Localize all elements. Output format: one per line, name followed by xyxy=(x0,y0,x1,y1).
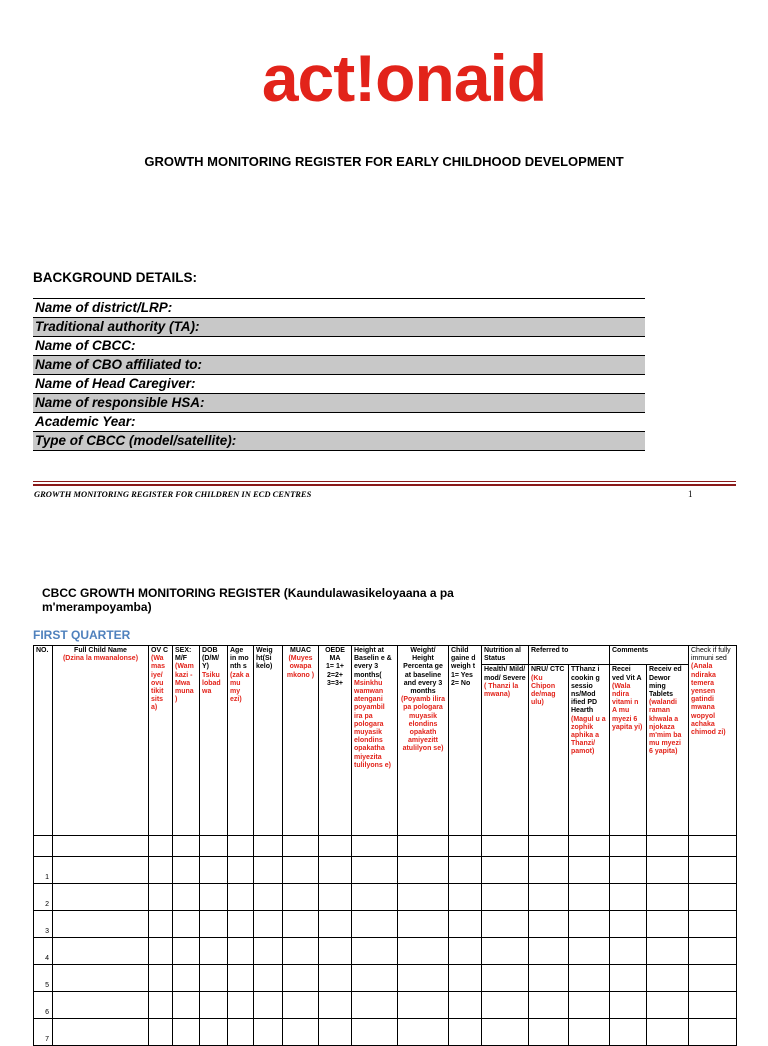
col-child-gained xyxy=(449,646,482,836)
entry-cell[interactable] xyxy=(352,884,398,911)
row-number: 5 xyxy=(34,965,53,992)
col-immun-en: Check if fully immuni sed xyxy=(691,647,731,663)
entry-cell[interactable] xyxy=(200,857,228,884)
col-referred-label: Referred to xyxy=(531,647,569,654)
entry-cell[interactable] xyxy=(319,965,352,992)
entry-cell[interactable] xyxy=(689,992,737,1019)
entry-cell[interactable] xyxy=(689,965,737,992)
page-number: 1 xyxy=(688,489,693,499)
register-title: CBCC GROWTH MONITORING REGISTER (Kaundulawasikeloyaana a pa m'merampoyamba) xyxy=(42,586,454,614)
entry-cell[interactable] xyxy=(398,992,449,1019)
entry-cell[interactable] xyxy=(173,992,200,1019)
entry-cell[interactable] xyxy=(53,965,149,992)
cell xyxy=(689,836,737,857)
entry-cell[interactable] xyxy=(482,965,529,992)
entry-cell[interactable] xyxy=(529,992,569,1019)
entry-cell[interactable] xyxy=(647,938,689,965)
col-comments xyxy=(610,646,689,665)
entry-cell[interactable] xyxy=(149,1019,173,1046)
cell xyxy=(529,836,569,857)
col-height-en: Height at Baselin e & every 3 months( xyxy=(354,647,392,679)
entry-cell[interactable] xyxy=(449,911,482,938)
entry-cell[interactable] xyxy=(647,1019,689,1046)
cell xyxy=(352,836,398,857)
cell xyxy=(398,836,449,857)
entry-cell[interactable] xyxy=(283,884,319,911)
entry-cell[interactable] xyxy=(689,938,737,965)
col-nru-ch: (Ku Chipon de/mag ulu) xyxy=(531,674,556,707)
col-oedema-en: OEDE MA xyxy=(325,647,345,663)
entry-cell[interactable] xyxy=(610,857,647,884)
entry-cell[interactable] xyxy=(449,884,482,911)
entry-cell[interactable] xyxy=(254,857,283,884)
col-nutrition-ch: ( Thanzi la mwana) xyxy=(484,682,519,699)
entry-cell[interactable] xyxy=(228,992,254,1019)
entry-cell[interactable] xyxy=(254,938,283,965)
entry-cell[interactable] xyxy=(482,1019,529,1046)
table-body xyxy=(34,857,737,1046)
col-comments-label: Comments xyxy=(612,647,649,654)
entry-cell[interactable] xyxy=(352,911,398,938)
entry-cell[interactable] xyxy=(200,884,228,911)
entry-cell[interactable] xyxy=(398,965,449,992)
entry-cell[interactable] xyxy=(319,911,352,938)
entry-cell[interactable] xyxy=(610,992,647,1019)
entry-cell[interactable] xyxy=(254,965,283,992)
entry-cell[interactable] xyxy=(449,857,482,884)
col-dob xyxy=(200,646,228,836)
background-details-list xyxy=(33,298,645,451)
col-immun-ch: (Anala ndiraka temera yensen gatindi mwana wopyol achaka chimod zi) xyxy=(691,663,726,737)
entry-cell[interactable] xyxy=(610,911,647,938)
entry-cell[interactable] xyxy=(149,965,173,992)
entry-cell[interactable] xyxy=(449,938,482,965)
col-oedema-codes: 1= 1+ 2=2+ 3=3+ xyxy=(326,663,344,687)
entry-cell[interactable] xyxy=(173,857,200,884)
entry-cell[interactable] xyxy=(610,1019,647,1046)
col-muac-en: MUAC xyxy=(290,647,311,654)
entry-cell[interactable] xyxy=(173,965,200,992)
cell xyxy=(482,836,529,857)
entry-cell[interactable] xyxy=(482,884,529,911)
entry-cell[interactable] xyxy=(398,938,449,965)
row-number: 3 xyxy=(34,911,53,938)
entry-cell[interactable] xyxy=(200,1019,228,1046)
entry-cell[interactable] xyxy=(319,884,352,911)
col-weight xyxy=(254,646,283,836)
field-academic-year: Academic Year: xyxy=(33,413,645,432)
col-gained-en: Child gaine d weigh t 1= Yes 2= No xyxy=(451,647,476,687)
cell xyxy=(34,836,53,857)
col-whp-en: Weight/ Height Percenta ge at baseline and every 3 months xyxy=(403,647,443,696)
entry-cell[interactable] xyxy=(254,992,283,1019)
col-deworm-en: Receiv ed Dewor ming Tablets xyxy=(649,666,682,699)
entry-cell[interactable] xyxy=(283,857,319,884)
row-number: 7 xyxy=(34,1019,53,1046)
entry-cell[interactable] xyxy=(610,965,647,992)
growth-register-table xyxy=(33,645,737,1046)
col-deworm-ch: (walandi raman khwala a njokaza m'mim ba mu myezi 6 yapita) xyxy=(649,699,682,756)
col-nutrition-en: Nutrition al Status xyxy=(484,647,521,663)
col-ovc-ch: (Wa mas iye/ ovu tikit sits a) xyxy=(151,655,166,712)
background-heading: BACKGROUND DETAILS: xyxy=(33,270,197,285)
row-number: 1 xyxy=(34,857,53,884)
field-hsa: Name of responsible HSA: xyxy=(33,394,645,413)
entry-cell[interactable] xyxy=(319,992,352,1019)
entry-cell[interactable] xyxy=(173,911,200,938)
cell xyxy=(647,836,689,857)
entry-cell[interactable] xyxy=(149,992,173,1019)
entry-cell[interactable] xyxy=(283,911,319,938)
document-title: GROWTH MONITORING REGISTER FOR EARLY CHILDHOOD DEVELOPMENT xyxy=(144,154,624,169)
col-name-en: Full Child Name xyxy=(74,647,127,654)
entry-cell[interactable] xyxy=(449,992,482,1019)
entry-cell[interactable] xyxy=(173,1019,200,1046)
entry-cell[interactable] xyxy=(352,857,398,884)
field-cbcc-name: Name of CBCC: xyxy=(33,337,645,356)
col-age xyxy=(228,646,254,836)
col-tt-ch: (Magul u a zophik aphika a Thanzi/ pamot) xyxy=(571,715,606,756)
cell xyxy=(254,836,283,857)
table-row xyxy=(34,857,737,884)
field-cbcc-type: Type of CBCC (model/satellite): xyxy=(33,432,645,451)
table-row xyxy=(34,1019,737,1046)
footer-rule-thin xyxy=(33,481,736,482)
entry-cell[interactable] xyxy=(53,1019,149,1046)
entry-cell[interactable] xyxy=(254,884,283,911)
entry-cell[interactable] xyxy=(529,1019,569,1046)
entry-cell[interactable] xyxy=(53,992,149,1019)
table-row xyxy=(34,965,737,992)
entry-cell[interactable] xyxy=(319,857,352,884)
col-weight-en: Weig ht(Si kelo) xyxy=(256,647,273,671)
entry-cell[interactable] xyxy=(569,938,610,965)
table-row xyxy=(34,938,737,965)
col-height xyxy=(352,646,398,836)
col-nru-en: NRU/ CTC xyxy=(531,666,565,674)
entry-cell[interactable] xyxy=(529,938,569,965)
entry-cell[interactable] xyxy=(228,857,254,884)
entry-cell[interactable] xyxy=(200,938,228,965)
entry-cell[interactable] xyxy=(529,857,569,884)
row-number: 4 xyxy=(34,938,53,965)
entry-cell[interactable] xyxy=(647,965,689,992)
col-referred-to xyxy=(529,646,610,665)
entry-cell[interactable] xyxy=(149,911,173,938)
entry-cell[interactable] xyxy=(689,857,737,884)
cell xyxy=(53,836,149,857)
col-dob-ch: Tsiku lobad wa xyxy=(202,671,221,696)
entry-cell[interactable] xyxy=(53,938,149,965)
entry-cell[interactable] xyxy=(283,1019,319,1046)
entry-cell[interactable] xyxy=(398,857,449,884)
col-vita-ch: (Wala ndira vitami n A mu myezi 6 yapita yi) xyxy=(612,682,643,731)
table-row xyxy=(34,911,737,938)
entry-cell[interactable] xyxy=(149,857,173,884)
entry-cell[interactable] xyxy=(449,1019,482,1046)
footer-rule-thick xyxy=(33,484,736,486)
entry-cell[interactable] xyxy=(482,911,529,938)
entry-cell[interactable] xyxy=(529,911,569,938)
entry-cell[interactable] xyxy=(482,992,529,1019)
cell xyxy=(200,836,228,857)
entry-cell[interactable] xyxy=(398,911,449,938)
entry-cell[interactable] xyxy=(449,965,482,992)
field-district: Name of district/LRP: xyxy=(33,299,645,318)
entry-cell[interactable] xyxy=(200,992,228,1019)
col-immunised xyxy=(689,646,737,836)
col-nutrition xyxy=(482,646,529,665)
entry-cell[interactable] xyxy=(689,911,737,938)
field-head-caregiver: Name of Head Caregiver: xyxy=(33,375,645,394)
entry-cell[interactable] xyxy=(569,1019,610,1046)
field-traditional-authority: Traditional authority (TA): xyxy=(33,318,645,337)
cell xyxy=(283,836,319,857)
entry-cell[interactable] xyxy=(398,884,449,911)
entry-cell[interactable] xyxy=(569,857,610,884)
entry-cell[interactable] xyxy=(228,884,254,911)
col-weight-height-pct xyxy=(398,646,449,836)
entry-cell[interactable] xyxy=(283,992,319,1019)
entry-cell[interactable] xyxy=(319,938,352,965)
col-nutrition-sub-en: Health/ Mild/ mod/ Severe xyxy=(484,666,526,682)
entry-cell[interactable] xyxy=(610,884,647,911)
entry-cell[interactable] xyxy=(53,857,149,884)
actionaid-logo: act!onaid xyxy=(261,41,547,115)
col-muac xyxy=(283,646,319,836)
entry-cell[interactable] xyxy=(610,938,647,965)
col-ovc xyxy=(149,646,173,836)
entry-cell[interactable] xyxy=(53,911,149,938)
entry-cell[interactable] xyxy=(200,965,228,992)
col-full-child-name xyxy=(53,646,149,836)
col-tt-en: TThanz i cookin g sessio ns/Mod ified PD Hearth xyxy=(571,666,600,715)
entry-cell[interactable] xyxy=(569,884,610,911)
entry-cell[interactable] xyxy=(569,992,610,1019)
col-vita-en: Recei ved Vit A xyxy=(612,666,642,682)
entry-cell[interactable] xyxy=(53,884,149,911)
col-name-ch: (Dzina la mwanalonse) xyxy=(62,655,139,663)
footer-text: GROWTH MONITORING REGISTER FOR CHILDREN IN ECD CENTRES xyxy=(34,489,312,499)
entry-cell[interactable] xyxy=(228,911,254,938)
entry-cell[interactable] xyxy=(569,911,610,938)
entry-cell[interactable] xyxy=(319,1019,352,1046)
entry-cell[interactable] xyxy=(200,911,228,938)
col-height-ch: Msinkhu wamwan atengani poyambil ira pa pologara muyasik elondins opakatha miyezita tulilyons e) xyxy=(354,679,391,769)
entry-cell[interactable] xyxy=(689,884,737,911)
col-deworming xyxy=(647,665,689,836)
col-oedema xyxy=(319,646,352,836)
col-whp-ch: (Poyamb ilira pa pologara muyasik elondins opakath amiyezitt atulilyon se) xyxy=(401,696,445,753)
cell xyxy=(569,836,610,857)
col-age-en: Age in mo nth s xyxy=(230,647,249,671)
col-cooking-sessions xyxy=(569,665,610,836)
field-cbo: Name of CBO affiliated to: xyxy=(33,356,645,375)
entry-cell[interactable] xyxy=(254,1019,283,1046)
col-nutrition-sub xyxy=(482,665,529,836)
entry-cell[interactable] xyxy=(352,965,398,992)
col-muac-ch: (Muyes owapa mkono ) xyxy=(286,655,315,679)
entry-cell[interactable] xyxy=(529,965,569,992)
table-row xyxy=(34,992,737,1019)
entry-cell[interactable] xyxy=(228,965,254,992)
table-row xyxy=(34,884,737,911)
entry-cell[interactable] xyxy=(283,965,319,992)
entry-cell[interactable] xyxy=(647,857,689,884)
col-dob-en: DOB (D/M/ Y) xyxy=(202,647,220,671)
entry-cell[interactable] xyxy=(569,965,610,992)
entry-cell[interactable] xyxy=(647,992,689,1019)
row-number: 2 xyxy=(34,884,53,911)
col-ovc-en: OV C xyxy=(151,647,169,654)
cell xyxy=(173,836,200,857)
entry-cell[interactable] xyxy=(352,992,398,1019)
col-no: NO. xyxy=(34,646,53,836)
cell xyxy=(449,836,482,857)
col-nru-ctc xyxy=(529,665,569,836)
entry-cell[interactable] xyxy=(352,1019,398,1046)
col-sex-en: SEX: M/F xyxy=(175,647,192,663)
entry-cell[interactable] xyxy=(228,1019,254,1046)
col-age-ch: (zak a mu my ezi) xyxy=(230,671,250,704)
entry-cell[interactable] xyxy=(149,884,173,911)
entry-cell[interactable] xyxy=(173,938,200,965)
entry-cell[interactable] xyxy=(647,884,689,911)
cell xyxy=(319,836,352,857)
entry-cell[interactable] xyxy=(283,938,319,965)
entry-cell[interactable] xyxy=(254,911,283,938)
entry-cell[interactable] xyxy=(529,884,569,911)
entry-cell[interactable] xyxy=(689,1019,737,1046)
cell xyxy=(228,836,254,857)
table-spacer-row xyxy=(34,836,737,857)
entry-cell[interactable] xyxy=(482,857,529,884)
quarter-heading: FIRST QUARTER xyxy=(33,628,131,642)
entry-cell[interactable] xyxy=(647,911,689,938)
cell xyxy=(149,836,173,857)
entry-cell[interactable] xyxy=(352,938,398,965)
entry-cell[interactable] xyxy=(482,938,529,965)
col-sex-ch: (Wam kazi - Mwa muna ) xyxy=(175,663,194,704)
entry-cell[interactable] xyxy=(398,1019,449,1046)
col-vit-a xyxy=(610,665,647,836)
entry-cell[interactable] xyxy=(149,938,173,965)
entry-cell[interactable] xyxy=(228,938,254,965)
entry-cell[interactable] xyxy=(173,884,200,911)
cell xyxy=(610,836,647,857)
col-sex xyxy=(173,646,200,836)
row-number: 6 xyxy=(34,992,53,1019)
